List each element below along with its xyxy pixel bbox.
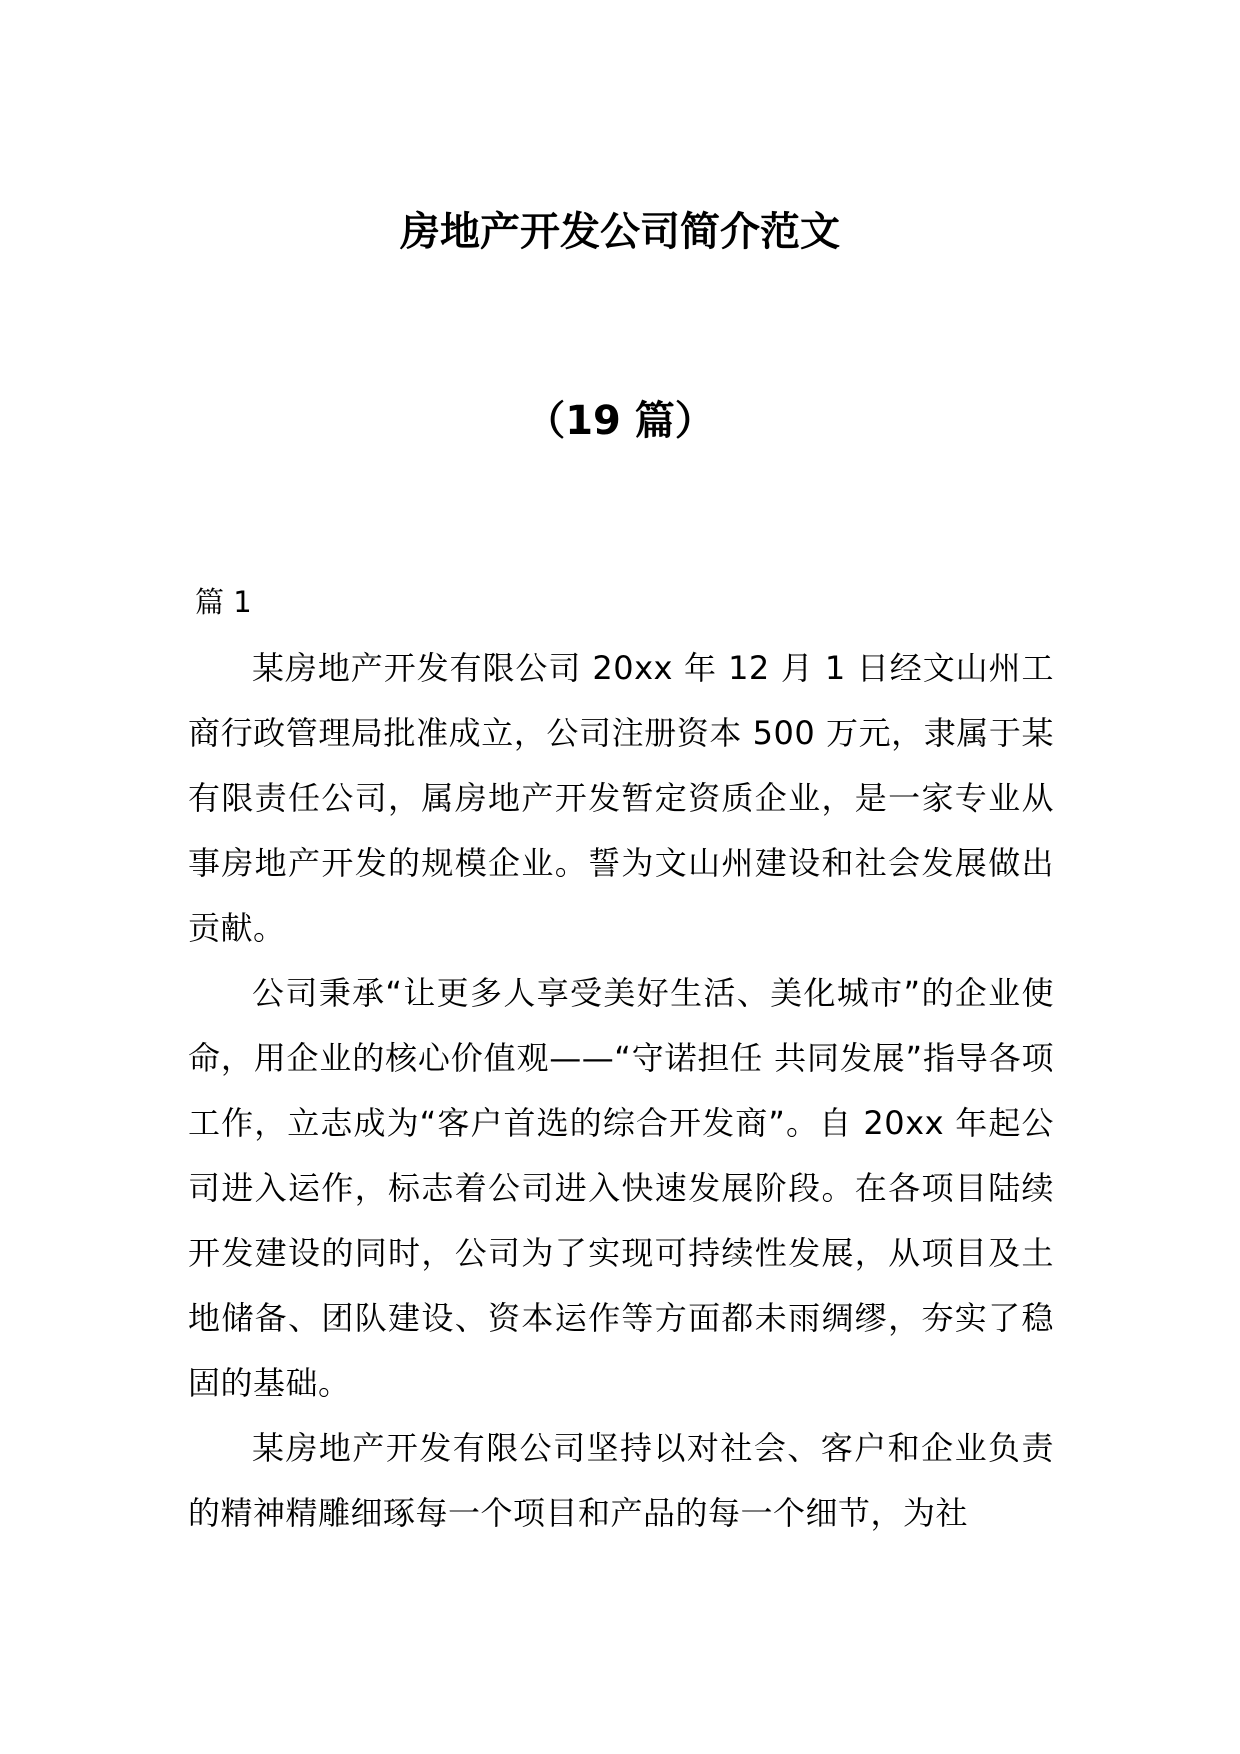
document-subtitle: （19 篇）	[525, 398, 715, 444]
body-text	[188, 636, 1054, 1546]
paragraph-1: 某房地产开发有限公司 20xx 年 12 月 1 日经文山州工商行政管理局批准成立，公司注册资本 500 万元，隶属于某有限责任公司，属房地产开发暂定资质企业，是一家专业从事房地产开发的规模企业。誓为文山州建设和社会发展做出贡献。	[188, 649, 1054, 947]
paragraph-3: 某房地产开发有限公司坚持以对社会、客户和企业负责的精神精雕细琢每一个项目和产品的每一个细节，为社	[188, 1429, 1054, 1532]
document-title: 房地产开发公司简介范文	[400, 209, 840, 255]
section-label: 篇 1	[195, 585, 252, 619]
paragraph-2: 公司秉承“让更多人享受美好生活、美化城市”的企业使命，用企业的核心价值观——“守诺担任 共同发展”指导各项工作，立志成为“客户首选的综合开发商”。自 20xx 年起公司进入运作，标志着公司进入快速发展阶段。在各项目陆续开发建设的同时，公司为了实现可持续性发展，从项目及土地储备、团队建设、资本运作等方面都未雨绸缪，夯实了稳固的基础。	[188, 974, 1054, 1402]
